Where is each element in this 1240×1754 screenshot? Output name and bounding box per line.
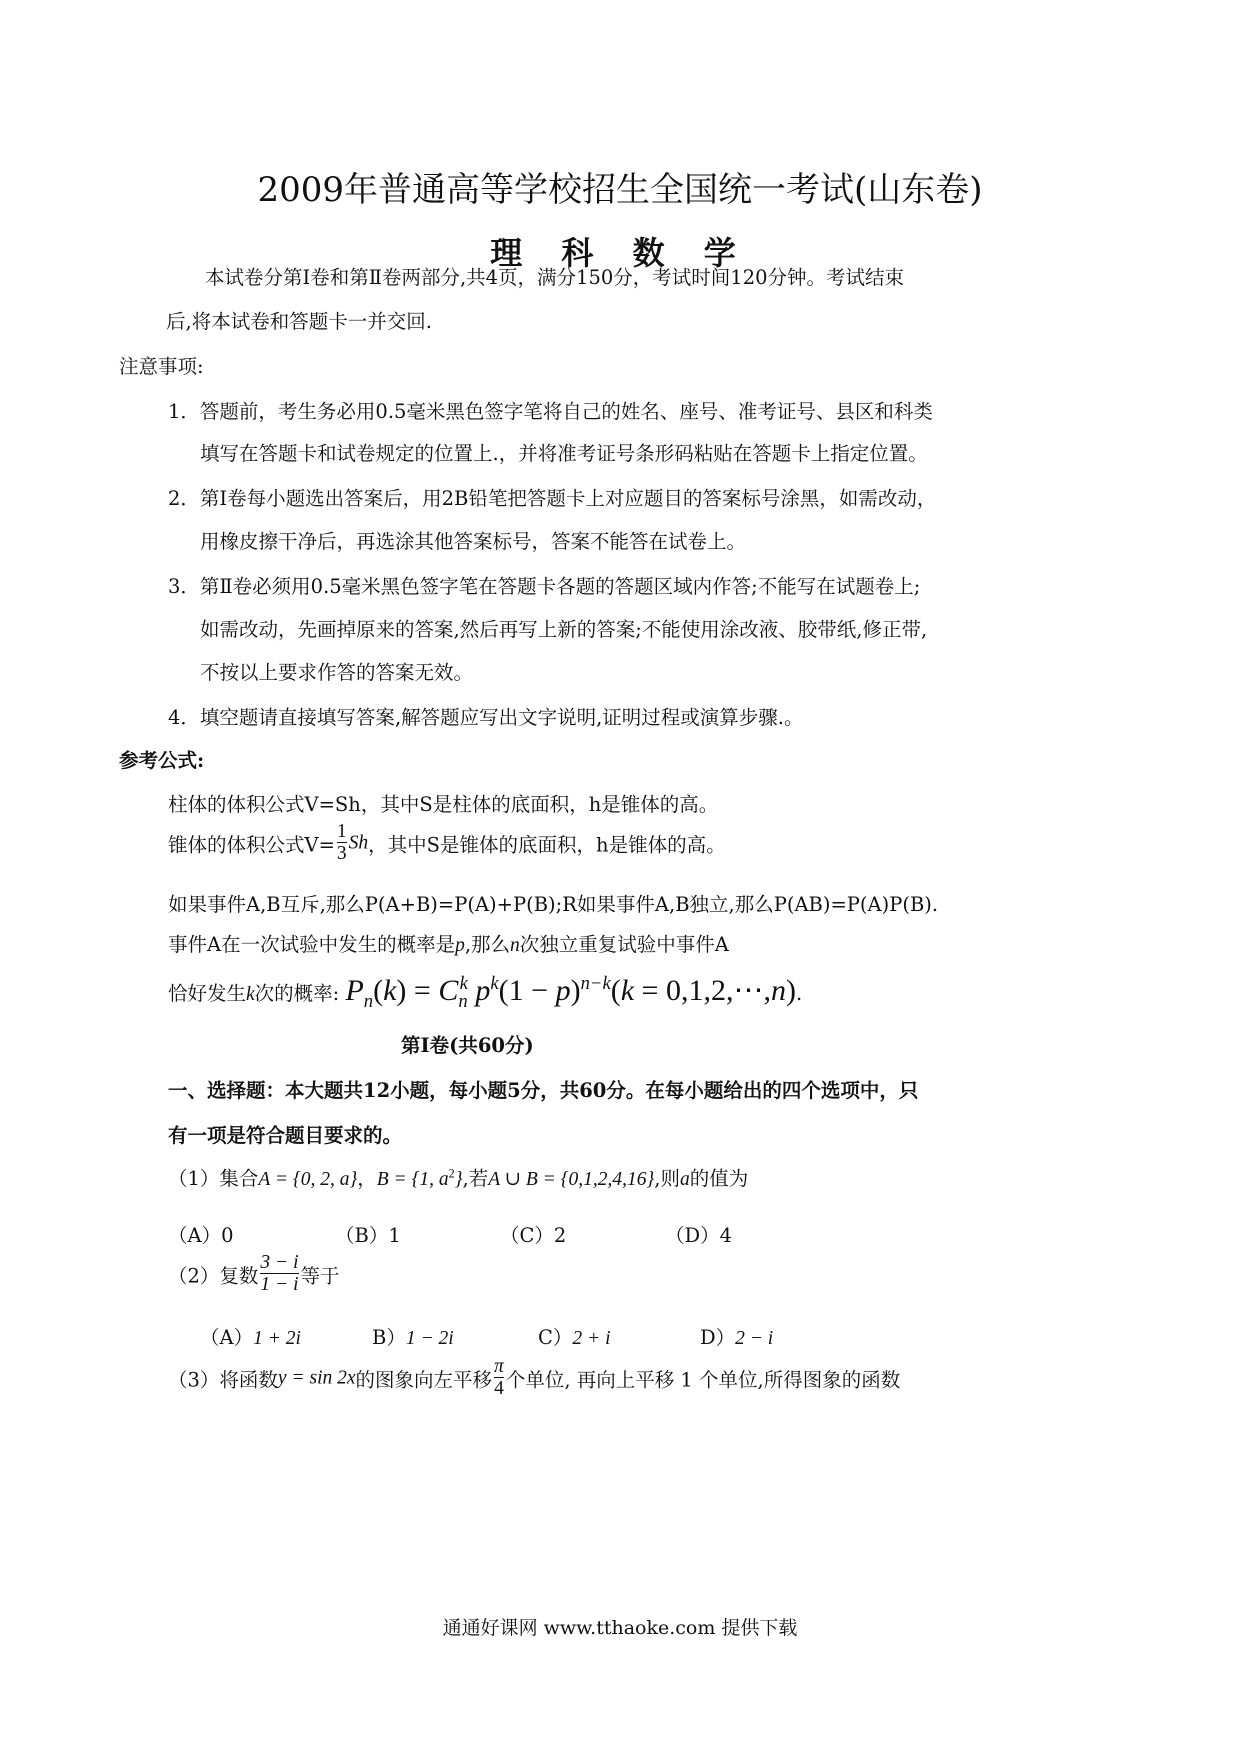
- part-1-heading-line-1: 一、选择题：本大题共12小题，每小题5分，共60分。在每小题给出的四个选项中，只: [168, 1079, 919, 1102]
- notice-item-3: 3．第Ⅱ卷必须用0.5毫米黑色签字笔在答题卡各题的答题区域内作答;不能写在试题卷上;: [168, 575, 921, 598]
- notice-item-3-cont-2: 不按以上要求作答的答案无效。: [200, 661, 474, 684]
- q1-option-a: （A）0: [168, 1224, 234, 1247]
- formula-trial: 事件A在一次试验中发生的概率是p,那么n次独立重复试验中事件A: [168, 933, 729, 956]
- notice-item-1-cont: 填写在答题卡和试卷规定的位置上.，并将准考证号条形码粘贴在答题卡上指定位置。: [200, 442, 928, 465]
- question-2: （2）复数 $\frac{3 - i}{1 - i}$ 等于: [168, 1252, 340, 1296]
- q1-option-b: （B）1: [335, 1224, 401, 1247]
- q2-option-c: C）2 + i: [538, 1326, 611, 1349]
- q2-option-d: D）2 − i: [700, 1326, 774, 1349]
- formula-cone: 锥体的体积公式V= $\frac{1}{3}$ Sh，其中S是锥体的底面积，h是锥体的高。: [168, 821, 726, 865]
- notice-item-3-cont: 如需改动，先画掉原来的答案,然后再写上新的答案;不能使用涂改液、胶带纸,修正带,: [200, 618, 928, 641]
- fraction-one-third: $\frac{1}{3}$: [336, 821, 347, 865]
- q1-option-c: （C）2: [500, 1224, 567, 1247]
- intro-line-1: 本试卷分第Ⅰ卷和第Ⅱ卷两部分,共4页，满分150分，考试时间120分钟。考试结束: [205, 266, 905, 289]
- formula-cylinder: 柱体的体积公式V=Sh，其中S是柱体的底面积，h是锥体的高。: [168, 793, 719, 816]
- formula-probability-events: 如果事件A,B互斥,那么P(A+B)=P(A)+P(B);R如果事件A,B独立,那么P(AB)=P(A)P(B).: [168, 893, 939, 916]
- binomial-expression: $P_n(k) = C_n^k$ $p^k(1 - p)^{n-k}(k$ = 0,1,2,⋯,n): [345, 973, 796, 1012]
- notice-item-1: 1．答题前，考生务必用0.5毫米黑色签字笔将自己的姓名、座号、准考证号、县区和科类: [168, 400, 933, 423]
- page-title: 2009年普通高等学校招生全国统一考试(山东卷): [257, 170, 983, 210]
- q2-option-b: B）1 − 2i: [372, 1326, 454, 1349]
- q2-fraction: $\frac{3 - i}{1 - i}$: [260, 1252, 299, 1296]
- footer-download-note: 通通好课网 www.tthaoke.com 提供下载: [442, 1617, 798, 1639]
- question-1: （1）集合A = {0, 2, a}，B = {1, $a^2$},若A ∪ B = {0,1,2,4,16},则a的值为: [168, 1166, 749, 1190]
- q1-option-d: （D）4: [665, 1224, 733, 1247]
- formula-heading: 参考公式:: [119, 749, 205, 772]
- notice-heading: 注意事项:: [119, 355, 204, 378]
- question-3: （3）将函数y = sin 2x的图象向左平移 $\frac{\pi}{4}$ 个单位, 再向上平移 1 个单位,所得图象的函数: [168, 1356, 901, 1400]
- notice-item-2-cont: 用橡皮擦干净后，再选涂其他答案标号，答案不能答在试卷上。: [200, 530, 747, 553]
- notice-item-4: 4．填空题请直接填写答案,解答题应写出文字说明,证明过程或演算步骤.。: [168, 706, 804, 729]
- section-1-heading: 第Ⅰ卷(共60分): [401, 1034, 534, 1057]
- part-1-heading-line-2: 有一项是符合题目要求的。: [168, 1124, 403, 1147]
- formula-binomial: 恰好发生k次的概率: $P_n(k) = C_n^k$ $p^k(1 - p)^{n-k}(k$ = 0,1,2,⋯,n).: [168, 973, 803, 1012]
- page-subtitle: 理 科 数 学: [490, 234, 750, 272]
- notice-item-2: 2．第Ⅰ卷每小题选出答案后，用2B铅笔把答题卡上对应题目的答案标号涂黑，如需改动，: [168, 487, 937, 510]
- intro-line-2: 后,将本试卷和答题卡一并交回.: [166, 310, 432, 333]
- q2-option-a: （A）1 + 2i: [200, 1326, 301, 1349]
- q3-fraction: $\frac{\pi}{4}$: [494, 1356, 504, 1400]
